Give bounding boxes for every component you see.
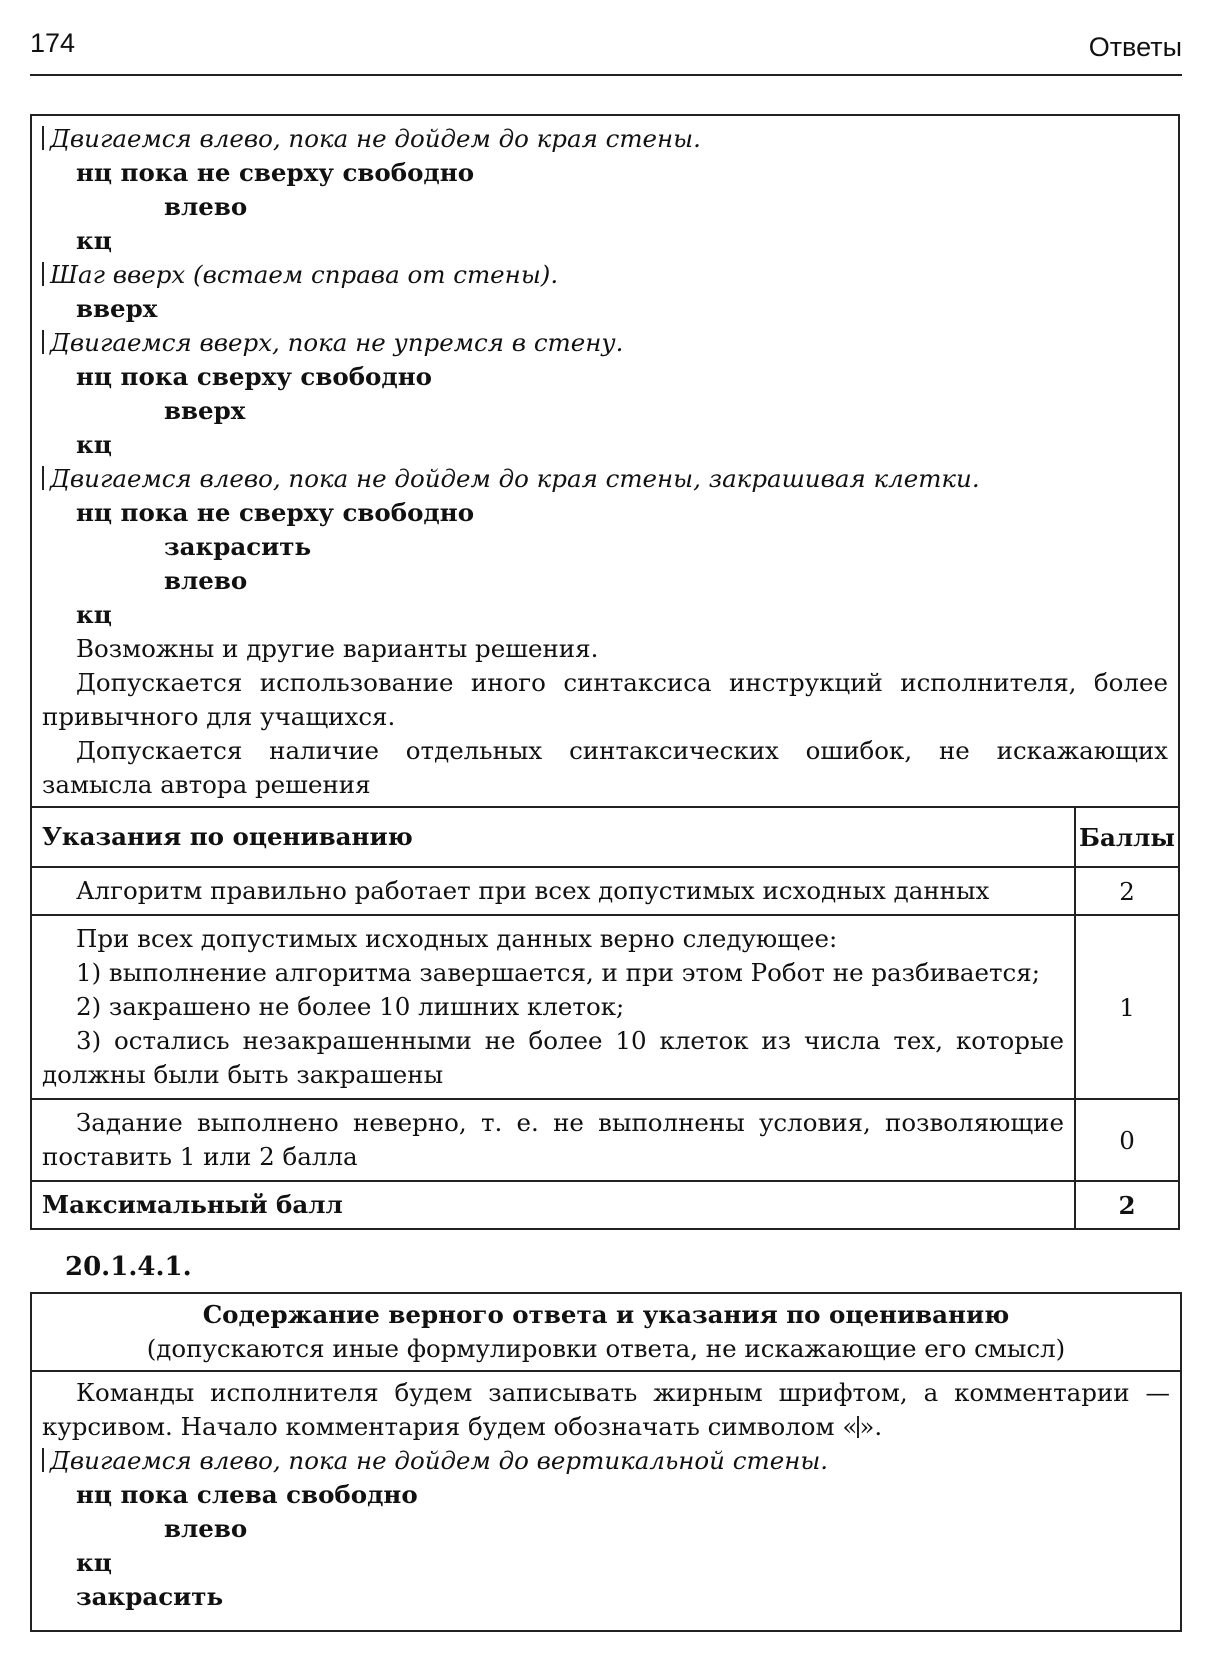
- code-text: влево: [164, 192, 248, 221]
- answer-box-header: [32, 1294, 1180, 1372]
- code-text: Двигаемся влево, пока не дойдем до края стены.: [50, 124, 701, 153]
- criterion-intro: При всех допустимых исходных данных верно следующее:: [76, 924, 838, 953]
- table-row: [32, 1099, 1178, 1181]
- algorithm-code: [32, 116, 1178, 632]
- criterion-item: 1) выполнение алгоритма завершается, и при этом Робот не разбивается;: [76, 958, 1040, 987]
- comment-marker: [42, 1448, 44, 1472]
- code-text: кц: [76, 226, 112, 255]
- code-text: Шаг вверх (встаем справа от стены).: [50, 260, 559, 289]
- code-text: Двигаемся влево, пока не дойдем до края стены, закрашивая клетки.: [50, 464, 980, 493]
- code-text: нц пока сверху свободно: [76, 362, 432, 391]
- code-command: [42, 1546, 1170, 1580]
- note-syntax-allowed: Допускается использование иного синтаксиса инструкций исполнителя, более привычного для учащихся.: [42, 668, 1168, 731]
- code-text: кц: [76, 1548, 112, 1577]
- criterion-item: 2) закрашено не более 10 лишних клеток;: [76, 992, 625, 1021]
- code-command: [42, 292, 1168, 326]
- code-text: нц пока слева свободно: [76, 1480, 418, 1509]
- comment-marker: [42, 330, 44, 354]
- grading-header-row: [32, 807, 1178, 867]
- criterion-score: 2: [1075, 867, 1178, 915]
- note-errors-allowed: Допускается наличие отдельных синтаксических ошибок, не искажающих замысла автора решения: [42, 736, 1168, 799]
- code-text: вверх: [76, 294, 158, 323]
- code-command: [42, 1512, 1170, 1546]
- task-intro-text: Команды исполнителя будем записывать жирным шрифтом, а комментарии — курсивом. Начало комментария будем обозначать символом «: [42, 1378, 1170, 1441]
- criterion-desc: Алгоритм правильно работает при всех допустимых исходных данных: [32, 867, 1075, 915]
- page-number: 174: [30, 28, 76, 58]
- note-other-solutions: Возможны и другие варианты решения.: [76, 634, 599, 663]
- code-command: [42, 224, 1168, 258]
- criterion-score: 0: [1075, 1099, 1178, 1181]
- criterion-item: 3) остались незакрашенными не более 10 клеток из числа тех, которые должны были быть закрашены: [42, 1026, 1064, 1089]
- code-comment: [42, 258, 1168, 292]
- code-text: нц пока не сверху свободно: [76, 498, 475, 527]
- code-command: [42, 496, 1168, 530]
- code-text: вверх: [164, 396, 246, 425]
- code-text: кц: [76, 600, 112, 629]
- task-intro: [42, 1376, 1170, 1444]
- table-row: [32, 1181, 1178, 1228]
- code-command: [42, 1580, 1170, 1614]
- comment-marker: [42, 126, 44, 150]
- header-grading-criteria: Указания по оцениванию: [32, 807, 1075, 867]
- code-text: влево: [164, 1514, 248, 1543]
- code-command: [42, 156, 1168, 190]
- code-command: [42, 394, 1168, 428]
- code-text: Двигаемся влево, пока не дойдем до вертикальной стены.: [50, 1446, 829, 1475]
- answer-box-next: [30, 1292, 1182, 1632]
- code-text: закрасить: [164, 532, 312, 561]
- max-score-value: 2: [1075, 1181, 1178, 1228]
- section-title: Ответы: [1088, 32, 1182, 62]
- code-command: [42, 598, 1168, 632]
- code-command: [42, 428, 1168, 462]
- code-command: [42, 190, 1168, 224]
- code-comment: [42, 1444, 1170, 1478]
- code-text: влево: [164, 566, 248, 595]
- answer-box-title: Содержание верного ответа и указания по оцениванию: [202, 1300, 1010, 1329]
- code-command: [42, 530, 1168, 564]
- code-command: [42, 564, 1168, 598]
- code-text: кц: [76, 430, 112, 459]
- code-text: закрасить: [76, 1582, 224, 1611]
- comment-marker: [42, 466, 44, 490]
- task-intro-end: ».: [859, 1412, 883, 1441]
- table-row: [32, 867, 1178, 915]
- criterion-desc: Задание выполнено неверно, т. е. не выполнены условия, позволяющие поставить 1 или 2 балла: [32, 1099, 1075, 1181]
- comment-marker: [42, 262, 44, 286]
- criterion-desc: [32, 915, 1075, 1099]
- table-row: [32, 915, 1178, 1099]
- answer-box-subtitle: (допускаются иные формулировки ответа, не искажающие его смысл): [146, 1334, 1066, 1363]
- code-comment: [42, 122, 1168, 156]
- page-header: [30, 24, 1182, 76]
- grading-table: [32, 806, 1178, 1228]
- criterion-score: 1: [1075, 915, 1178, 1099]
- code-comment: [42, 326, 1168, 360]
- code-comment: [42, 462, 1168, 496]
- algorithm-code: [42, 1444, 1170, 1614]
- code-command: [42, 360, 1168, 394]
- code-text: Двигаемся вверх, пока не упремся в стену.: [50, 328, 624, 357]
- max-score-label: Максимальный балл: [32, 1181, 1075, 1228]
- header-points: Баллы: [1075, 807, 1178, 867]
- answer-box-continued: [30, 114, 1180, 1230]
- task-number: 20.1.4.1.: [65, 1252, 192, 1282]
- code-command: [42, 1478, 1170, 1512]
- code-text: нц пока не сверху свободно: [76, 158, 475, 187]
